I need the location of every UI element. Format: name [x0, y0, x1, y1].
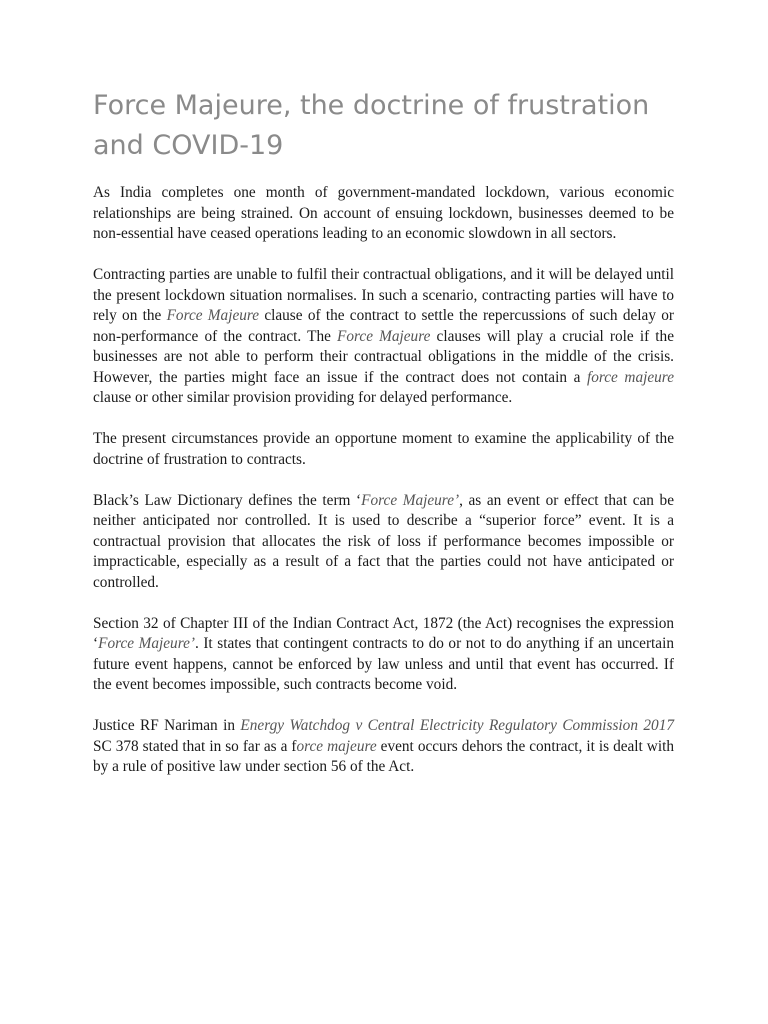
paragraph-2-text: clauses will play a crucial role if the businesses are not able to perform their contractual obligations in the middle of the crisis. However, the parties might face an issue if the contract does not contain a — [93, 327, 674, 386]
term-force-majeure: orce majeure — [296, 737, 377, 755]
term-force-majeure: force majeure — [586, 368, 674, 386]
term-force-majeure: Force Majeure’ — [361, 491, 460, 509]
paragraph-5 — [93, 614, 674, 696]
paragraph-6-text: SC 378 stated that in so far as a f — [93, 737, 297, 755]
paragraph-2 — [93, 265, 674, 409]
paragraph-2-text: Contracting parties are unable to fulfil their contractual obligations, and it will be delayed until the present lockdown situation normalises. In such a scenario, contracting parties will have to rely on the — [93, 266, 674, 324]
paragraph-1: As India completes one month of government-mandated lockdown, various economic relationships are being strained. On account of ensuing lockdown, businesses deemed to be non-essential have ceased operations leading to an economic slowdown in all sectors. — [93, 184, 674, 242]
paragraph-3: The present circumstances provide an opportune moment to examine the applicability of the doctrine of frustration to contracts. — [93, 430, 674, 468]
term-force-majeure: Force Majeure — [166, 307, 260, 324]
paragraph-6-text: Justice RF Nariman in — [93, 717, 241, 734]
paragraph-5-text: . It states that contingent contracts to do or not to do anything if an uncertain future event happens, cannot be enforced by law unless and until that event has occurred. If the event becomes impossible, such contracts become void. — [93, 635, 674, 693]
paragraph-6 — [93, 716, 674, 778]
paragraph-4-text: Black’s Law Dictionary defines the term ‘ — [93, 491, 362, 509]
paragraph-2-text: clause of the contract to settle the repercussions of such delay or non-performance of the contract. The — [93, 307, 674, 345]
article-body — [93, 183, 674, 798]
paragraph-4-text: , as an event or effect that can be neither anticipated nor controlled. It is used to describe a “superior force” event. It is a contractual provision that allocates the risk of loss if performance becomes impossible or impracticable, especially as a result of a fact that the parties could not have anticipated or controlled. — [93, 491, 674, 591]
paragraph-4 — [93, 491, 674, 594]
term-force-majeure: Force Majeure — [337, 327, 431, 345]
paragraph-6-text: event occurs dehors the contract, it is dealt with by a rule of positive law under section 56 of the Act. — [93, 737, 674, 775]
article-title: Force Majeure, the doctrine of frustration and COVID-19 — [93, 90, 650, 161]
paragraph-2-text: clause or other similar provision providing for delayed performance. — [93, 389, 513, 406]
term-force-majeure: Force Majeure’ — [98, 635, 195, 652]
case-citation: Energy Watchdog v Central Electricity Regulatory Commission 2017 — [240, 717, 674, 734]
paragraph-5-text: Section 32 of Chapter III of the Indian Contract Act, 1872 (the Act) recognises the expression ‘ — [93, 614, 674, 652]
